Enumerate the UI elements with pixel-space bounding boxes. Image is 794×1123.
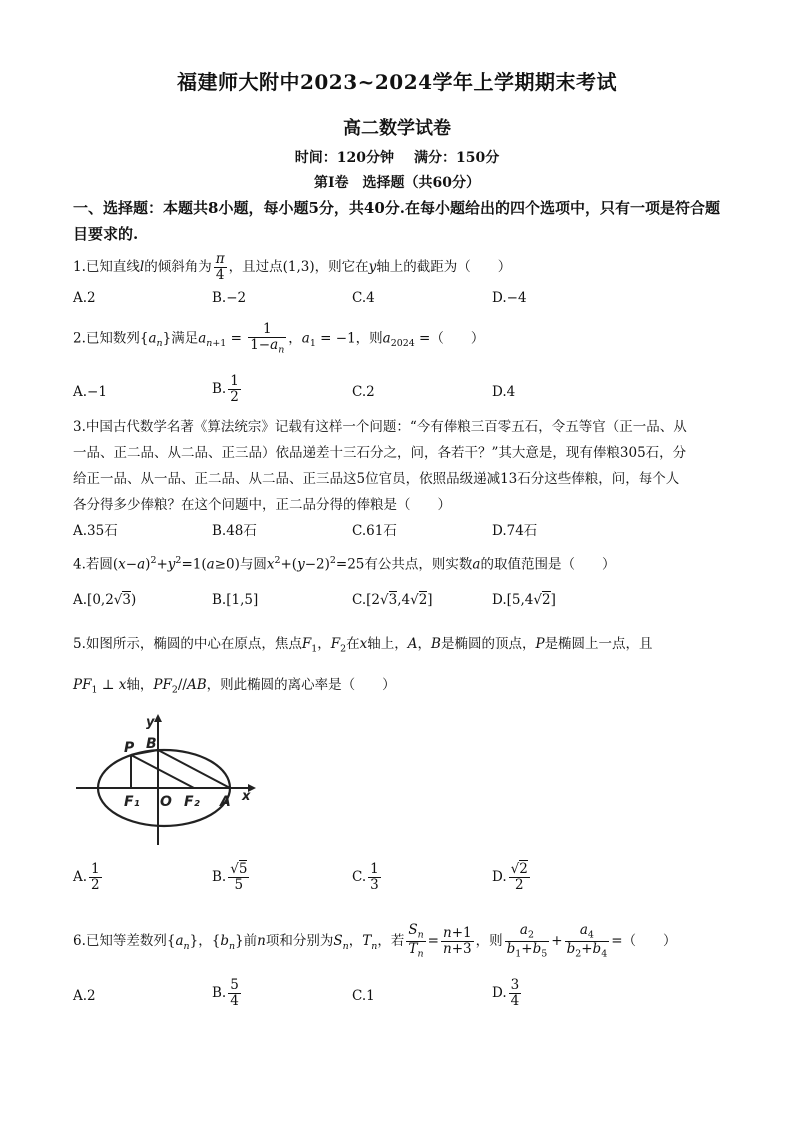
q4-option-a[interactable]: A.[0,2√3) bbox=[73, 592, 137, 608]
label-p: P bbox=[124, 740, 135, 756]
q3-option-d[interactable]: D.74石 bbox=[492, 523, 538, 539]
question-5-line2: $PF_1$ ⊥ x轴，$PF_2//AB$，则此椭圆的离心率是（ ） bbox=[73, 677, 396, 696]
label-b: B bbox=[146, 736, 157, 752]
label-x: x bbox=[242, 789, 251, 804]
q2-option-a[interactable]: A.−1 bbox=[73, 384, 107, 400]
q6-option-c[interactable]: C.1 bbox=[352, 988, 375, 1004]
segment-pf2 bbox=[131, 755, 194, 788]
label-f2: F₂ bbox=[184, 794, 200, 810]
q2-option-b[interactable]: B. $\frac{1}{2}$ bbox=[212, 373, 239, 405]
q4-option-d[interactable]: D.[5,4√2] bbox=[492, 592, 556, 608]
q5-option-b[interactable]: B. $\frac{√5}{5}$ bbox=[212, 861, 248, 893]
q4-option-b[interactable]: B.[1,5] bbox=[212, 592, 259, 608]
y-axis-arrow bbox=[154, 714, 162, 722]
question-1: 1.已知直线l的倾斜角为 $\frac{\pi}{4}$ ，且过点(1,3)，则它在y轴上的截距为（ ） bbox=[73, 251, 512, 283]
q6-option-a[interactable]: A.2 bbox=[73, 988, 96, 1004]
question-4: 4.若圆$(x-a)^2+y^2=1(a\ge 0)$与圆$x^2+(y-2)^2=25$有公共点，则实数a的取值范围是（ ） bbox=[73, 555, 616, 573]
exam-title: 福建师大附中2023~2024学年上学期期末考试 bbox=[176, 70, 618, 94]
label-f1: F₁ bbox=[124, 794, 140, 810]
segment-ab bbox=[158, 750, 230, 788]
q3-option-c[interactable]: C.61石 bbox=[352, 523, 397, 539]
label-y: y bbox=[146, 715, 155, 730]
q4-option-c[interactable]: C.[2√3,4√2] bbox=[352, 592, 433, 608]
q2-option-d[interactable]: D.4 bbox=[492, 384, 516, 400]
ellipse-figure bbox=[70, 710, 270, 850]
q5-option-d[interactable]: D. $\frac{√2}{2}$ bbox=[492, 861, 528, 893]
full-score: 满分：150分 bbox=[414, 150, 500, 166]
exam-meta bbox=[0, 147, 794, 167]
question-6: 6.已知等差数列$\{a_n\}$，$\{b_n\}$前n项和分别为$S_n$，$T_n$，若 $\frac{S_n}{T_n}$ = $\frac{n+1}{n+3}$ ，则 $\frac{a_2}{b_1+b_5}$ + $\frac{a_4}{b_2+b_4}$ =（ ） bbox=[73, 922, 677, 960]
q3-option-b[interactable]: B.48石 bbox=[212, 523, 257, 539]
time-limit: 时间：120分钟 bbox=[294, 150, 394, 166]
q6-option-d[interactable]: D. $\frac{3}{4}$ bbox=[492, 977, 520, 1009]
q5-option-c[interactable]: C. $\frac{1}{3}$ bbox=[352, 861, 379, 893]
q3-option-a[interactable]: A.35石 bbox=[73, 523, 118, 539]
fraction: $\frac{\pi}{4}$ bbox=[215, 251, 225, 283]
label-o: O bbox=[160, 794, 172, 810]
q1-option-a[interactable]: A.2 bbox=[73, 290, 96, 306]
q1-option-c[interactable]: C.4 bbox=[352, 290, 375, 306]
exam-subtitle: 高二数学试卷 bbox=[343, 118, 451, 139]
fraction: $\frac{1}{1-a_n}$ bbox=[250, 321, 285, 356]
q2-option-c[interactable]: C.2 bbox=[352, 384, 375, 400]
question-2: 2.已知数列$\{a_n\}$满足$a_{n+1}$ = $\frac{1}{1-a_n}$ ，$a_1 = -1$，则$a_{2024}$ =（ ） bbox=[73, 321, 485, 356]
q5-option-a[interactable]: A. $\frac{1}{2}$ bbox=[73, 861, 100, 893]
label-a: A bbox=[220, 794, 231, 810]
question-3: 3.中国古代数学名著《算法统宗》记载有这样一个问题：“今有俸粮三百零五石，令五等官（正一品、从 一品、正二品、从二品、正三品）依品递差十三石分之，问，各若干？”其大意是，现有俸粮305石，分 给正一品、从一品、正二品、从二品、正三品这5位官员，依照品级递减13石分这些俸粮，问，每个人 各分得多少俸粮？在这个问题中，正二品分得的俸粮是（ ） bbox=[73, 419, 687, 513]
part-heading: 第Ⅰ卷 选择题（共60分） bbox=[313, 175, 481, 191]
question-5: 5.如图所示，椭圆的中心在原点，焦点$F_1$，$F_2$在x轴上，A，B是椭圆的顶点，P是椭圆上一点，且 bbox=[73, 636, 653, 655]
q6-option-b[interactable]: B. $\frac{5}{4}$ bbox=[212, 977, 239, 1009]
section-heading: 一、选择题：本题共8小题，每小题5分，共40分.在每小题给出的四个选项中，只有一项是符合题目要求的. bbox=[73, 199, 720, 243]
q1-option-b[interactable]: B.−2 bbox=[212, 290, 247, 306]
q1-option-d[interactable]: D.−4 bbox=[492, 290, 527, 306]
